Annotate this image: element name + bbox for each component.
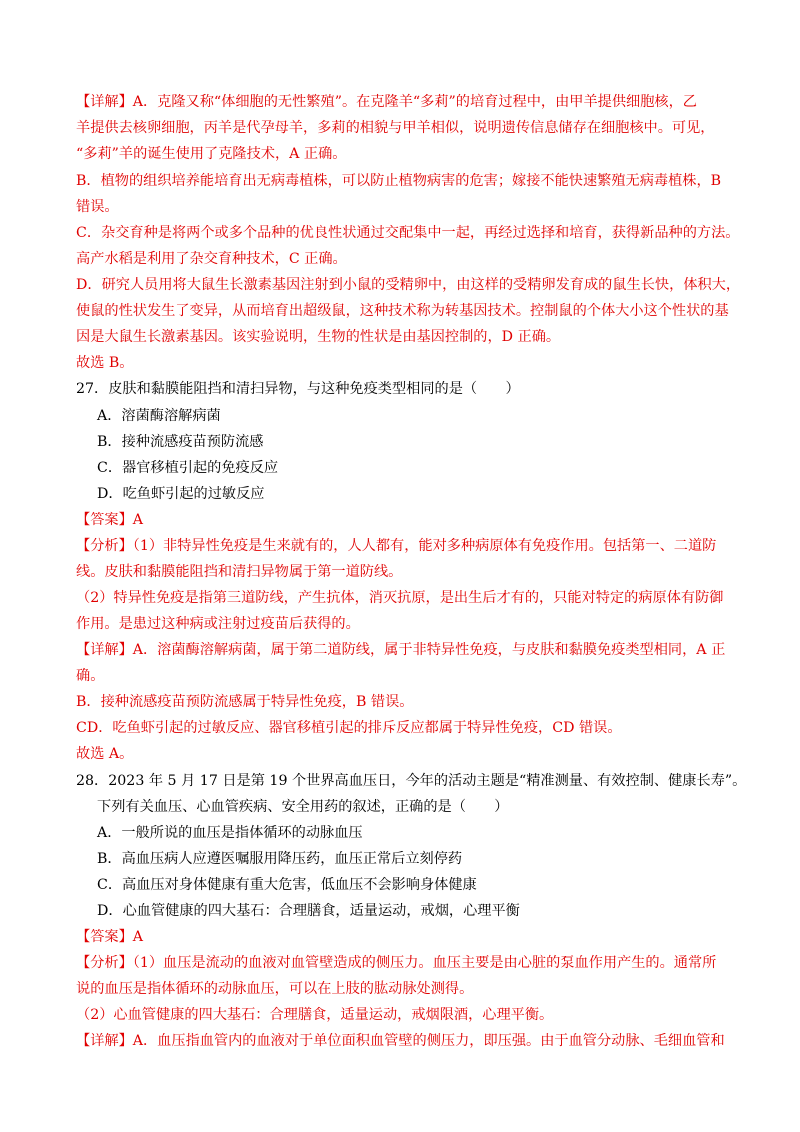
analysis-line: 【分析】（1）非特异性免疫是生来就有的，人人都有，能对多种病原体有免疫作用。包括第一、二道防 (76, 538, 717, 554)
explanation-line: 【详解】A．克隆又称“体细胞的无性繁殖”。在克隆羊“多莉”的培育过程中，由甲羊提供细胞核，乙 (76, 94, 697, 110)
question-28-option-c: C．高血压对身体健康有重大危害，低血压不会影响身体健康 (97, 877, 477, 893)
answer-line: 【答案】A (76, 929, 143, 945)
explanation-line: 因是大鼠生长激素基因。该实验说明，生物的性状是由基因控制的，D 正确。 (76, 329, 561, 345)
explanation-line: 高产水稻是利用了杂交育种技术，C 正确。 (76, 251, 347, 267)
conclusion-line: 故选 B。 (76, 355, 134, 371)
answer-line: 【答案】A (76, 512, 143, 528)
analysis-line: 线。皮肤和黏膜能阻挡和清扫异物属于第一道防线。 (76, 564, 403, 580)
analysis-line: 作用。是患过这种病或注射过疫苗后获得的。 (76, 616, 360, 632)
explanation-line: B．接种流感疫苗预防流感属于特异性免疫，B 错误。 (76, 694, 414, 710)
explanation-line: 羊提供去核卵细胞，丙羊是代孕母羊，多莉的相貌与甲羊相似，说明遗传信息储存在细胞核中。可见， (76, 120, 715, 136)
analysis-line: （2）特异性免疫是指第三道防线，产生抗体，消灭抗原，是出生后才有的，只能对特定的病原体有防御 (76, 590, 724, 606)
question-28-stem-cont: 下列有关血压、心血管疾病、安全用药的叙述，正确的是（ ） (97, 799, 509, 815)
conclusion-line: 故选 A。 (76, 746, 134, 762)
explanation-line: 确。 (76, 668, 105, 684)
question-28-option-a: A．一般所说的血压是指体循环的动脉血压 (97, 825, 363, 841)
explanation-line: B．植物的组织培养能培育出无病毒植株，可以防止植物病害的危害；嫁接不能快速繁殖无病毒植株，B (76, 173, 722, 189)
question-27-option-b: B．接种流感疫苗预防流感 (97, 434, 264, 450)
explanation-line: 【详解】A．溶菌酶溶解病菌，属于第二道防线，属于非特异性免疫，与皮肤和黏膜免疫类型相同，A 正 (76, 642, 726, 658)
question-27-option-c: C．器官移植引起的免疫反应 (97, 460, 279, 476)
explanation-line: 错误。 (76, 199, 119, 215)
question-28-option-b: B．高血压病人应遵医嘱服用降压药，血压正常后立刻停药 (97, 851, 463, 867)
question-28-option-d: D．心血管健康的四大基石：合理膳食，适量运动，戒烟，心理平衡 (97, 903, 520, 919)
analysis-line: 说的血压是指体循环的动脉血压，可以在上肢的肱动脉处测得。 (76, 981, 474, 997)
question-27-stem: 27．皮肤和黏膜能阻挡和清扫异物，与这种免疫类型相同的是（ ） (76, 381, 520, 397)
explanation-line: D．研究人员用将大鼠生长激素基因注射到小鼠的受精卵中，由这样的受精卵发育成的鼠生长快，体积大， (76, 277, 741, 293)
question-28-stem: 28．2023 年 5 月 17 日是第 19 个世界高血压日，今年的活动主题是“精准测量、有效控制、健康长寿”。 (76, 773, 747, 789)
analysis-line: （2）心血管健康的四大基石：合理膳食，适量运动，戒烟限酒，心理平衡。 (76, 1007, 554, 1023)
explanation-line: CD．吃鱼虾引起的过敏反应、器官移植引起的排斥反应都属于特异性免疫，CD 错误。 (76, 720, 622, 736)
analysis-line: 【分析】（1）血压是流动的血液对血管壁造成的侧压力。血压主要是由心脏的泵血作用产生的。通常所 (76, 955, 717, 971)
explanation-line: 【详解】A．血压指血管内的血液对于单位面积血管壁的侧压力，即压强。由于血管分动脉、毛细血管和 (76, 1033, 725, 1049)
explanation-line: C．杂交育种是将两个或多个品种的优良性状通过交配集中一起，再经过选择和培育，获得新品种的方法。 (76, 225, 740, 241)
question-27-option-d: D．吃鱼虾引起的过敏反应 (97, 486, 265, 502)
question-27-option-a: A．溶菌酶溶解病菌 (97, 408, 221, 424)
explanation-line: “多莉”羊的诞生使用了克隆技术，A 正确。 (76, 146, 347, 162)
explanation-line: 使鼠的性状发生了变异，从而培育出超级鼠，这种技术称为转基因技术。控制鼠的个体大小这个性状的基 (76, 303, 729, 319)
